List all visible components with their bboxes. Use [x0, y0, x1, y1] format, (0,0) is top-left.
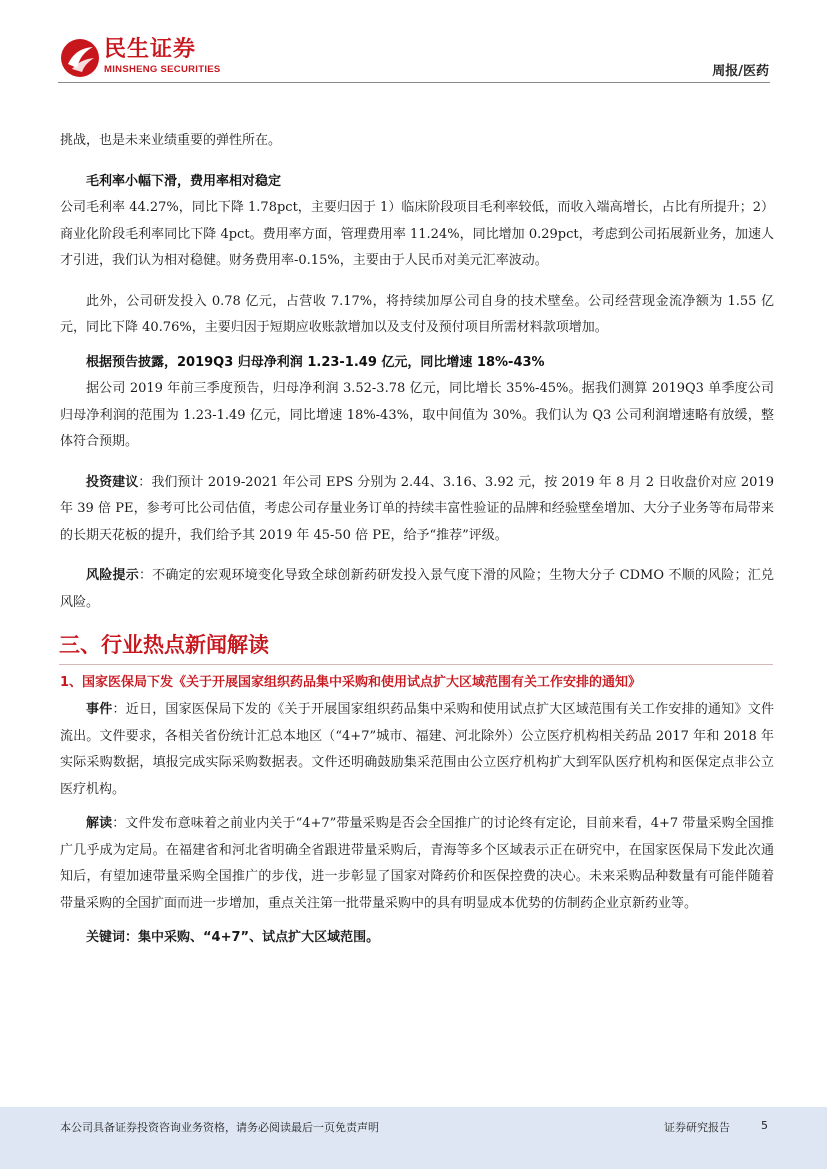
rd-cashflow-paragraph: 此外，公司研发投入 0.78 亿元，占营收 7.17%，将持续加厚公司自身的技术壁垒。公司经营现金流净额为 1.55 亿元，同比下降 40.76%，主要归因于短期应收账款增加以及支付及预付项目所需材料款项增加。: [60, 293, 774, 335]
forecast-paragraph: 据公司 2019 年前三季度预告，归母净利润 3.52-3.78 亿元，同比增长 35%-45%。据我们测算 2019Q3 单季度公司归母净利润的范围为 1.23-1.49 亿元，同比增速 18%-43%，取中间值为 30%。我们认为 Q3 公司利润增速略有放缓，整体符合预期。: [60, 381, 774, 449]
gross-margin-paragraph: 公司毛利率 44.27%，同比下降 1.78pct，主要归因于 1）临床阶段项目毛利率较低，而收入端高增长，占比有所提升；2）商业化阶段毛利率同比下降 4pct。费用率方面，管理费用率 11.24%，同比增加 0.29pct，考虑到公司拓展新业务，加速人才引进，我们认为相对稳健。财务费用率-0.15%，主要由于人民币对美元汇率波动。: [60, 200, 774, 268]
risk-warning-label: 风险提示: [86, 568, 139, 583]
page-header: [0, 0, 827, 84]
gross-margin-heading: 毛利率小幅下滑，费用率相对稳定: [86, 173, 282, 189]
news-item-title: 1、国家医保局下发《关于开展国家组织药品集中采购和使用试点扩大区域范围有关工作安排的通知》: [60, 675, 642, 690]
investment-advice-label: 投资建议: [86, 474, 139, 490]
page-footer: [0, 1107, 827, 1169]
minsheng-logo-icon: [60, 38, 100, 78]
event-label: 事件: [86, 702, 113, 717]
keywords-paragraph: [60, 925, 774, 952]
section-three-title: 三、行业热点新闻解读: [59, 630, 773, 665]
footer-disclaimer: 本公司具备证券投资咨询业务资格，请务必阅读最后一页免责声明: [60, 1121, 379, 1134]
logo-english-name: MINSHENG SECURITIES: [104, 64, 221, 75]
report-content: [60, 128, 774, 952]
investment-advice-text: ：我们预计 2019-2021 年公司 EPS 分别为 2.44、3.16、3.92 元，按 2019 年 8 月 2 日收盘价对应 2019 年 39 倍 PE，参考可比公司估值，考虑公司存量业务订单的持续丰富性验证的品牌和经验壁垒增加、大分子业务等布局带来的长期天花板的提升，我们给予其 2019 年 45-50 倍 PE，给予“推荐”评级。: [60, 474, 774, 543]
page-number: 5: [761, 1119, 768, 1132]
news-event-paragraph: [60, 697, 774, 803]
analysis-label: 解读: [86, 816, 113, 831]
logo-chinese-name: 民生证券: [104, 37, 197, 62]
investment-advice-paragraph: [60, 470, 774, 550]
risk-warning-text: ：不确定的宏观环境变化导致全球创新药研发投入景气度下滑的风险；生物大分子 CDMO 不顺的风险；汇兑风险。: [60, 568, 774, 610]
document-type: 周报/医药: [712, 64, 769, 79]
forecast-heading: 根据预告披露，2019Q3 归母净利润 1.23-1.49 亿元，同比增速 18%-43%: [86, 354, 545, 370]
footer-report-type: 证券研究报告: [664, 1121, 730, 1134]
keywords-label: 关键词: [86, 930, 126, 945]
header-divider: [58, 82, 770, 83]
event-text: ：近日，国家医保局下发的《关于开展国家组织药品集中采购和使用试点扩大区域范围有关工作安排的通知》文件流出。文件要求，各相关省份统计汇总本地区（“4+7”城市、福建、河北除外）公立医疗机构相关药品 2017 年和 2018 年实际采购数据，填报完成实际采购数据表。文件还明确鼓励集采范围由公立医疗机构扩大到军队医疗机构和医保定点非公立医疗机构。: [60, 702, 774, 797]
analysis-text: ：文件发布意味着之前业内关于“4+7”带量采购是否会全国推广的讨论终有定论，目前来看，4+7 带量采购全国推广几乎成为定局。在福建省和河北省明确全省跟进带量采购后，青海等多个区域表示正在研究中，在国家医保局下发此次通知后，有望加速带量采购全国推广的步伐，进一步彰显了国家对降药价和医保控费的决心。未来采购品种数量有可能伴随着带量采购的全国扩面而进一步增加，重点关注第一批带量采购中的具有明显成本优势的仿制药企业京新药业等。: [60, 816, 774, 911]
keywords-text: ：集中采购、“4+7”、试点扩大区域范围。: [125, 930, 380, 945]
intro-paragraph: 挑战，也是未来业绩重要的弹性所在。: [60, 133, 282, 148]
risk-warning-paragraph: [60, 563, 774, 616]
news-analysis-paragraph: [60, 811, 774, 917]
